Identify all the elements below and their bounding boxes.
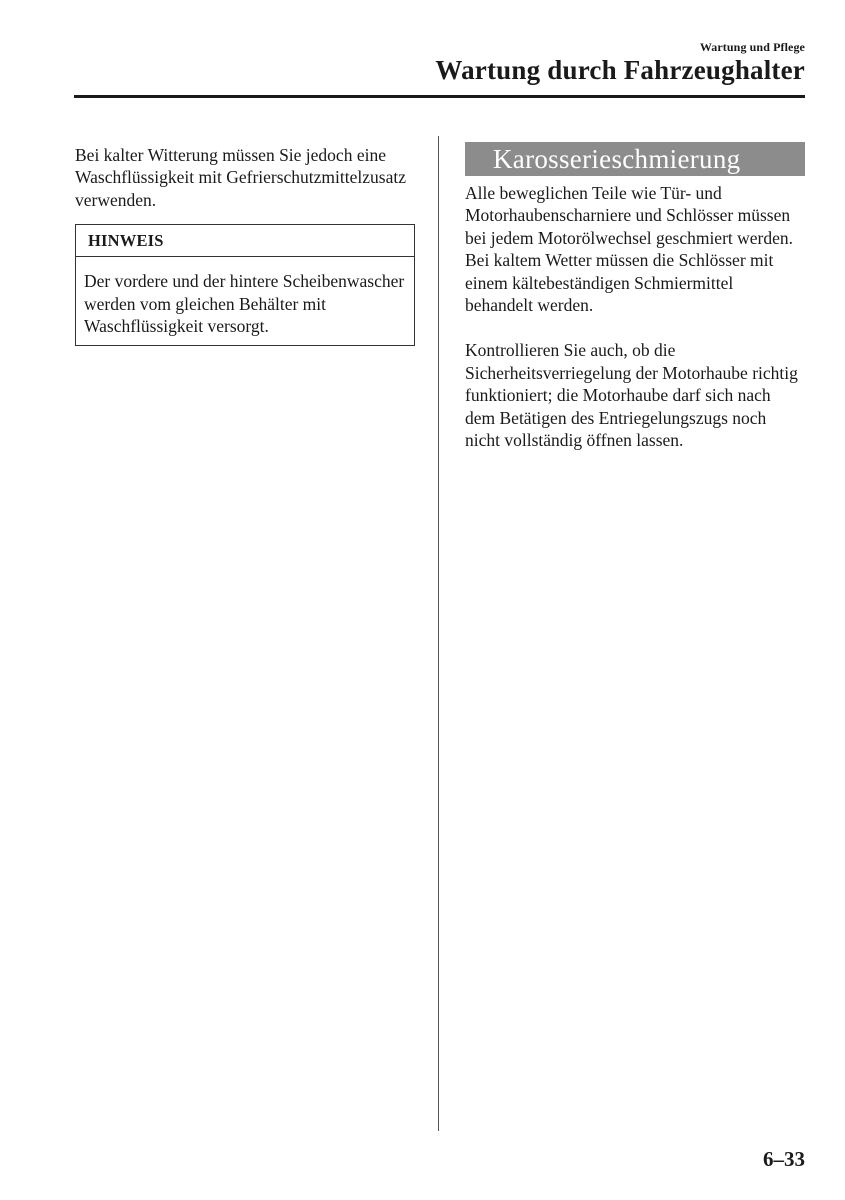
chapter-title: Wartung durch Fahrzeughalter [435,55,805,85]
running-head: Wartung und Pflege [699,40,805,54]
column-divider [438,136,439,1131]
left-column [75,144,415,346]
note-heading: HINWEIS [76,225,414,257]
note-text: Der vordere und der hintere Scheibenwascher werden vom gleichen Behälter mit Waschflüssigkeit versorgt. [84,271,405,337]
section-title: Karosserieschmierung [465,142,805,176]
intro-paragraph: Bei kalter Witterung müssen Sie jedoch eine Waschflüssigkeit mit Gefrierschutzmittelzusatz verwenden. [75,145,406,210]
title-rule [74,95,805,98]
page-number: 6–33 [763,1147,805,1171]
right-column [465,142,805,451]
section-paragraph-2: Kontrollieren Sie auch, ob die Sicherheitsverriegelung der Motorhaube richtig funktioniert; die Motorhaube darf sich nach dem Betätigen des Entriegelungszugs noch nicht vollständig öffnen lassen. [465,340,798,451]
note-box [75,224,415,346]
section-paragraph-1: Alle beweglichen Teile wie Tür- und Motorhaubenscharniere und Schlösser müssen bei jedem Motorölwechsel geschmiert werden. Bei kaltem Wetter müssen die Schlösser mit einem kältebeständigen Schmiermittel behandelt werden. [465,183,794,316]
